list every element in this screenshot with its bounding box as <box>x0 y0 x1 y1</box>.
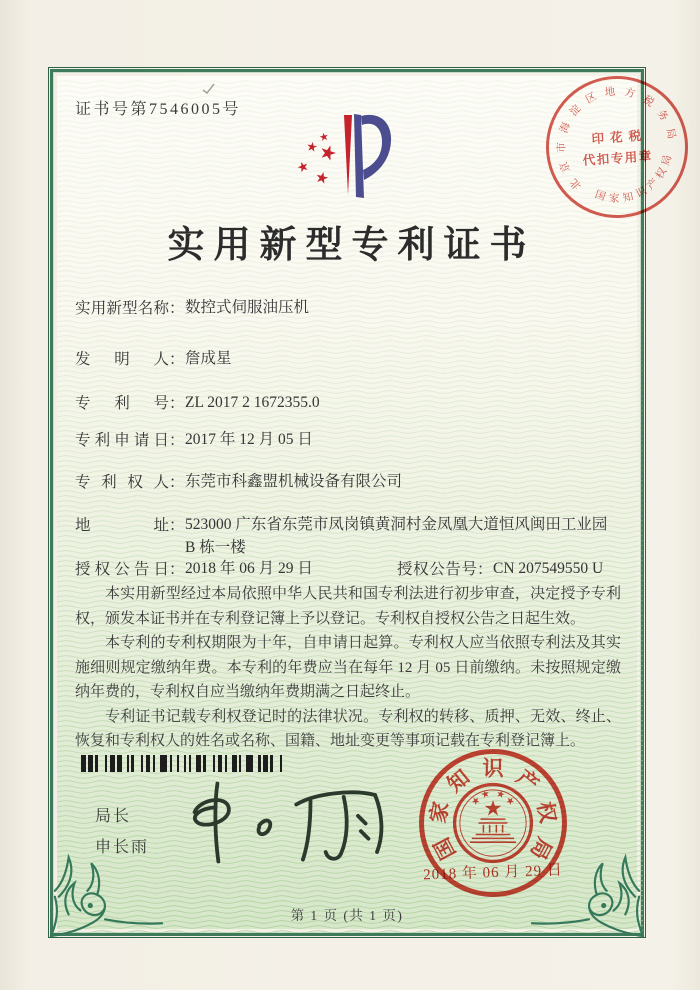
seal-date: 2018 年 06 月 29 日 <box>422 862 564 884</box>
stamp-arc-bottom-text: 国 家 知 识 产 权 局 <box>593 154 675 205</box>
field-label: 专利号 <box>75 395 169 412</box>
field-value: CN 207549550 U <box>493 560 604 577</box>
paragraph-3: 专利证书记载专利权登记时的法律状况。专利权的转移、质押、无效、终止、恢复和专利权人的姓名或名称、国籍、地址变更等事项记载在专利登记簿上。 <box>75 708 621 749</box>
stamp-center-text <box>581 125 654 169</box>
field-patent-number: 专利号 ： ZL 2017 2 1672355.0 <box>75 391 631 414</box>
cnipa-patent-logo-icon <box>286 111 401 207</box>
field-value: 2017 年 12 月 05 日 <box>185 431 313 448</box>
corner-ornament-icon <box>528 821 646 939</box>
national-emblem-icon <box>445 775 541 871</box>
corner-ornament-icon <box>48 821 166 939</box>
field-label: 地址 <box>75 517 169 534</box>
field-filing-date: 专利申请日 ： 2017 年 12 月 05 日 <box>75 428 631 451</box>
field-label: 授权公告号 <box>397 561 477 578</box>
stamp-line1: 印花税 <box>591 128 648 147</box>
director-name: 申长雨 <box>95 839 150 856</box>
field-label: 实用新型名称 <box>75 300 169 317</box>
paragraph-1: 本实用新型经过本局依照中华人民共和国专利法进行初步审查，决定授予专利权，颁发本证书并在专利登记簿上予以登记。专利权自授权公告之日起生效。 <box>75 586 621 627</box>
pencil-check-mark <box>201 82 217 96</box>
field-patentee: 专利权人 ： 东莞市科鑫盟机械设备有限公司 <box>75 470 631 493</box>
field-inventor: 发明人 ： 詹成星 <box>75 347 631 370</box>
certificate-content <box>49 68 645 937</box>
stamp-line2: 代扣专用章 <box>582 149 654 168</box>
stamp-arc-top-text: 北 京 市 海 淀 区 地 方 税 务 局 <box>556 86 677 192</box>
field-address: 地址 ： 523000 广东省东莞市凤岗镇黄洞村金凤凰大道恒风闽田工业园 B 栋一楼 <box>75 513 631 559</box>
field-value: ZL 2017 2 1672355.0 <box>185 394 320 411</box>
field-label: 授权公告日 <box>75 561 169 578</box>
field-value: 数控式伺服油压机 <box>185 299 310 316</box>
barcode <box>81 755 282 772</box>
field-grant-number: 授权公告号 ： CN 207549550 U <box>397 557 637 580</box>
field-value: 詹成星 <box>185 350 232 367</box>
page-number: 第 1 页 (共 1 页) <box>290 908 404 923</box>
field-value: 东莞市科鑫盟机械设备有限公司 <box>185 473 403 490</box>
field-label: 专利申请日 <box>75 432 169 449</box>
field-value: 523000 广东省东莞市凤岗镇黄洞村金凤凰大道恒风闽田工业园 B 栋一楼 <box>185 516 608 556</box>
legal-paragraphs <box>75 582 621 754</box>
field-utility-model-name: 实用新型名称 ： 数控式伺服油压机 <box>75 296 631 319</box>
certificate-number: 证书号第7546005号 <box>75 101 242 118</box>
paragraph-2: 本专利的专利权期限为十年，自申请日起算。专利权人应当依照专利法及其实施细则规定缴纳年费。本专利的年费应当在每年 12 月 05 日前缴纳。未按照规定缴纳年费的，专利权自应当缴纳年费期满之日起终止。 <box>75 635 621 700</box>
director-signature <box>164 776 419 871</box>
field-label: 专利权人 <box>75 474 169 491</box>
field-label: 发明人 <box>75 351 169 368</box>
director-title: 局长 <box>95 808 132 825</box>
official-seal: 国 家 知 识 产 权 局 <box>419 749 567 897</box>
certificate-title: 实用新型专利证书 <box>167 225 536 266</box>
certificate-frame <box>48 67 646 938</box>
field-grant-date: 授权公告日 ： 2018 年 06 月 29 日 <box>75 557 405 580</box>
field-value: 2018 年 06 月 29 日 <box>185 560 313 577</box>
